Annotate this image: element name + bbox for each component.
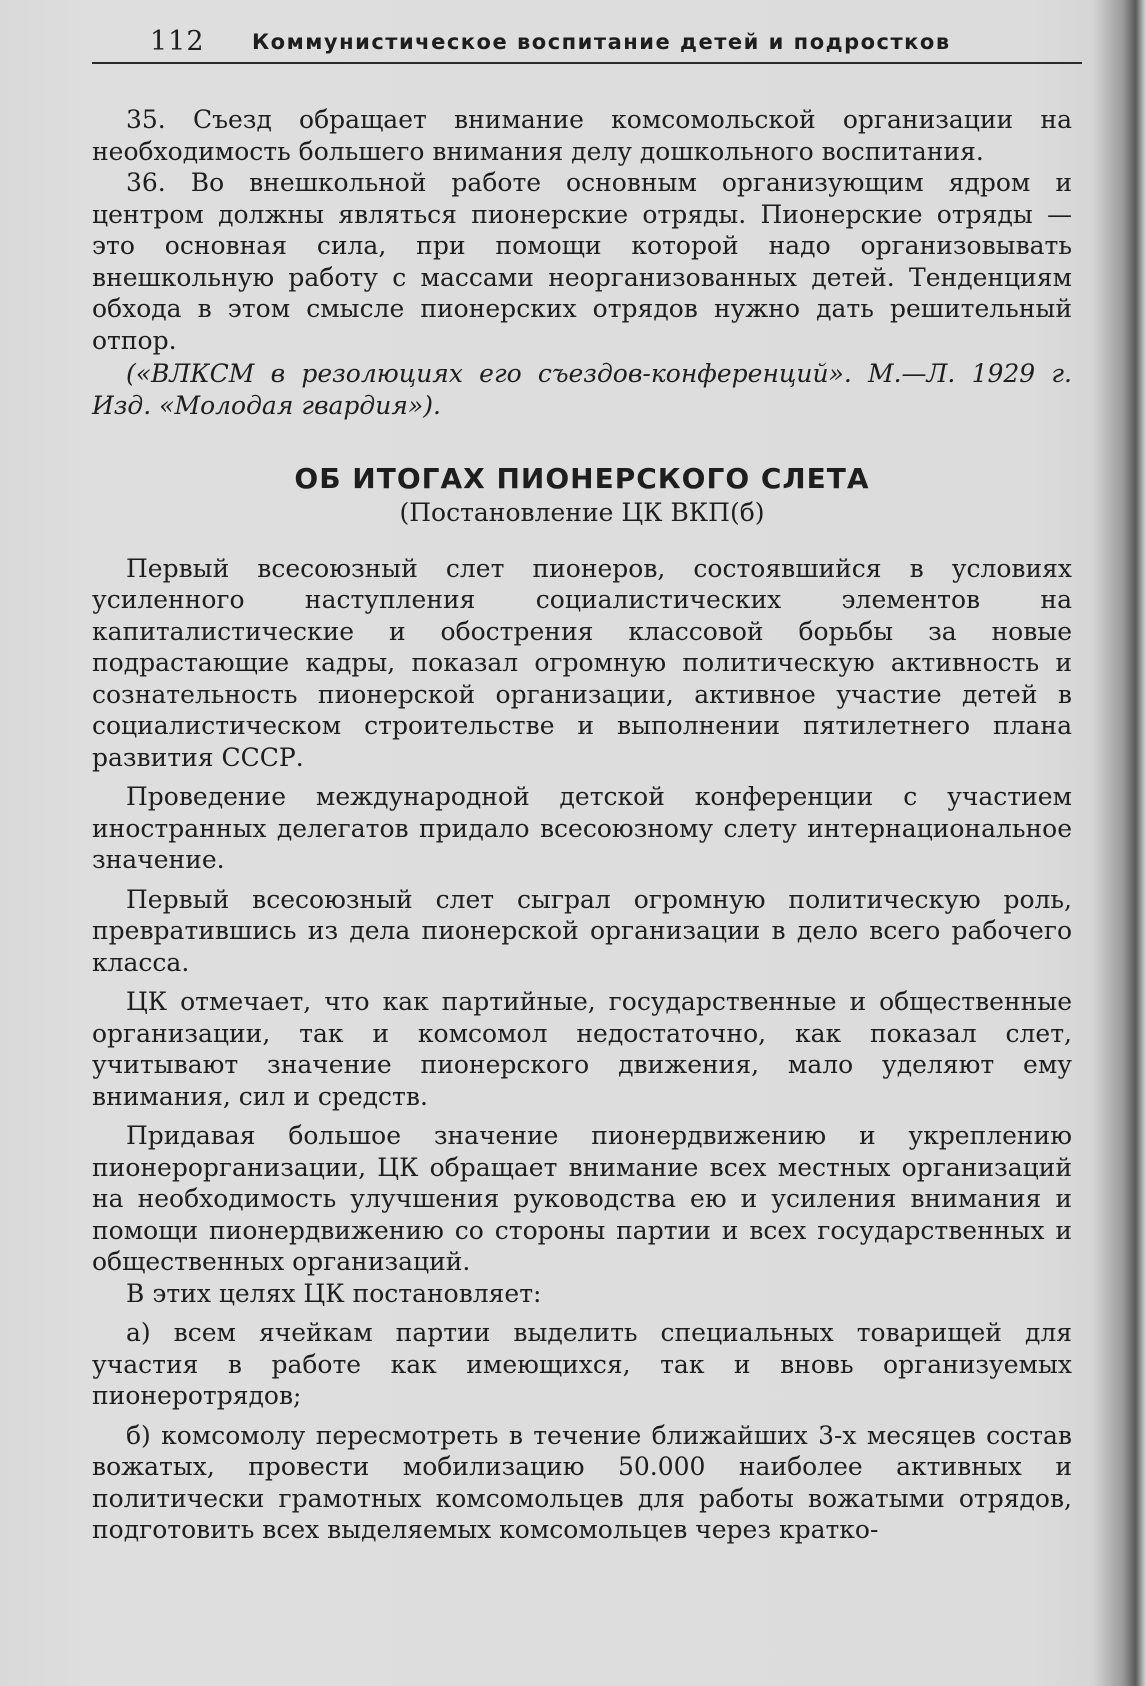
citation: («ВЛКСМ в резолюциях его съездов-конференций». М.—Л. 1929 г. Изд. «Молодая гвардия»). xyxy=(92,359,1072,420)
page-body xyxy=(92,104,1072,1546)
list-item-b: б) комсомолу пересмотреть в течение ближайших 3-х месяцев состав вожатых, провести мобилизацию 50.000 наиболее активных и политически грамотных комсомольцев для работы вожатыми отрядов, подготовить всех выделяемых комсомольцев через кратко- xyxy=(92,1420,1072,1544)
running-title: Коммунистическое воспитание детей и подростков xyxy=(252,30,951,54)
paragraph: Проведение международной детской конференции с участием иностранных делегатов придало всесоюзному слету интернациональное значение. xyxy=(92,782,1072,874)
paragraph: Первый всесоюзный слет сыграл огромную политическую роль, превратившись из дела пионерской организации в дело всего рабочего класса. xyxy=(92,884,1072,977)
page-header xyxy=(92,18,1082,64)
list-item-a: а) всем ячейкам партии выделить специальных товарищей для участия в работе как имеющихся, так и вновь организуемых пионеротрядов; xyxy=(92,1318,1072,1410)
paragraph: ЦК отмечает, что как партийные, государственные и общественные организации, так и комсомол недостаточно, как показал слет, учитывают значение пионерского движения, мало уделяют ему внимания, сил и средств. xyxy=(92,987,1072,1111)
paragraph: Первый всесоюзный слет пионеров, состоявшийся в условиях усиленного наступления социалистических элементов на капиталистические и обострения классовой борьбы за новые подрастающие кадры, показал огромную политическую активность и сознательность пионерской организации, активное участие детей в социалистическом строительстве и выполнении пятилетнего плана развития СССР. xyxy=(92,553,1072,772)
paragraph: В этих целях ЦК постановляет: xyxy=(126,1278,542,1308)
section-subtitle: (Постановление ЦК ВКП(б) xyxy=(399,498,765,527)
paragraph: Придавая большое значение пионердвижению и укреплению пионерорганизации, ЦК обращает внимание всех местных организаций на необходимость улучшения руководства ею и усиления внимания и помощи пионердвижению со стороны партии и всех государственных и общественных организаций. xyxy=(92,1121,1072,1276)
page-edge-shadow xyxy=(1094,0,1146,1686)
paragraph-35: 35. Съезд обращает внимание комсомольской организации на необходимость большего внимания делу дошкольного воспитания. xyxy=(92,105,1072,166)
paragraph-36: 36. Во внешкольной работе основным организующим ядром и центром должны являться пионерские отряды. Пионерские отряды — это основная сила, при помощи которой надо организовывать внешкольную работу с массами неорганизованных детей. Тенденциям обхода в этом смысле пионерских отрядов нужно дать решительный отпор. xyxy=(92,168,1072,355)
section-title: ОБ ИТОГАХ ПИОНЕРСКОГО СЛЕТА xyxy=(294,462,870,495)
page-number: 112 xyxy=(150,26,205,57)
